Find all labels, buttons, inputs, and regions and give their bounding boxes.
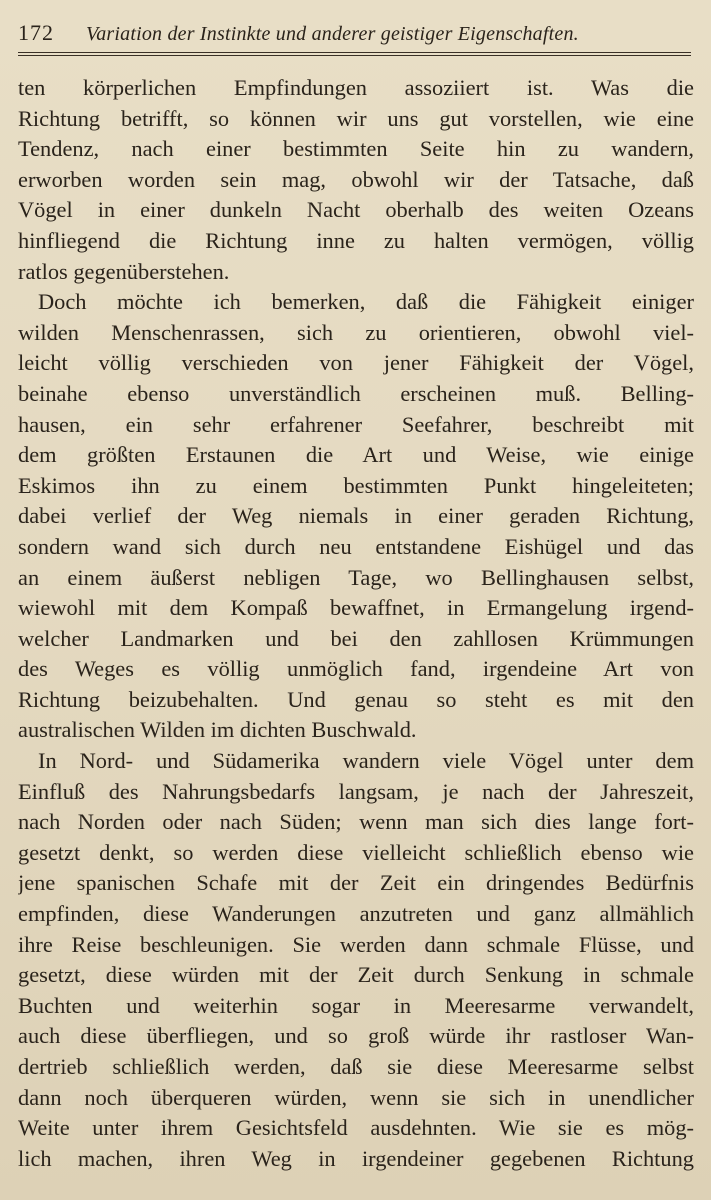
text-line: wiewohl mit dem Kompaß bewaffnet, in Ermangelung irgend- [18,595,694,621]
text-line: Richtung betrifft, so können wir uns gut vorstellen, wie eine [18,105,694,131]
paragraph-1 [18,73,694,287]
text-line: beinahe ebenso unverständlich erscheinen muß. Belling- [18,380,694,406]
text-line: Vögel in einer dunkeln Nacht oberhalb des weiten Ozeans [18,197,694,223]
running-title: Variation der Instinkte und anderer geistiger Eigenschaften. [86,23,579,45]
text-line: ten körperlichen Empfindungen assoziiert ist. Was die [18,75,694,100]
paragraph-2 [18,287,694,746]
text-line: wilden Menschenrassen, sich zu orientieren, obwohl viel- [18,319,694,345]
text-line: gesetzt, diese würden mit der Zeit durch Senkung in schmale [18,962,694,988]
text-line: ratlos gegenüberstehen. [18,258,230,284]
text-line: sondern wand sich durch neu entstandene Eishügel und das [18,533,694,559]
text-line: jene spanischen Schafe mit der Zeit ein dringendes Bedürfnis [18,870,694,896]
text-line: dertrieb schließlich werden, daß sie diese Meeresarme selbst [18,1054,694,1079]
text-line: des Weges es völlig unmöglich fand, irgendeine Art von [18,656,694,682]
text-line: Einfluß des Nahrungsbedarfs langsam, je nach der Jahreszeit, [18,778,694,804]
header-rule [18,52,691,56]
body-text [18,73,694,1174]
text-line: Buchten und weiterhin sogar in Meeresarme verwandelt, [18,992,694,1018]
text-line: an einem äußerst nebligen Tage, wo Bellinghausen selbst, [18,564,694,590]
text-line: nach Norden oder nach Süden; wenn man sich dies lange fort- [18,809,694,835]
page-header [18,20,690,50]
text-line: hausen, ein sehr erfahrener Seefahrer, beschreibt mit [18,411,694,437]
page-number: 172 [18,20,54,45]
text-line: ihre Reise beschleunigen. Sie werden dann schmale Flüsse, und [18,931,694,957]
text-line: lich machen, ihren Weg in irgendeiner gegebenen Richtung [18,1145,694,1171]
text-line: dann noch überqueren würden, wenn sie sich in unendlicher [18,1084,694,1110]
text-line: australischen Wilden im dichten Buschwald. [18,717,417,743]
text-line: welcher Landmarken und bei den zahllosen Krümmungen [18,625,694,651]
text-line: Doch möchte ich bemerken, daß die Fähigkeit einiger [38,289,694,315]
text-line: hinfliegend die Richtung inne zu halten vermögen, völlig [18,227,694,253]
text-line: auch diese überfliegen, und so groß würde ihr rastloser Wan- [18,1023,694,1049]
text-line: Tendenz, nach einer bestimmten Seite hin zu wandern, [18,136,694,162]
text-line: Richtung beizubehalten. Und genau so steht es mit den [18,686,694,712]
text-line: gesetzt denkt, so werden diese vielleicht schließlich ebenso wie [18,839,694,865]
text-line: empfinden, diese Wanderungen anzutreten und ganz allmählich [18,901,694,927]
text-line: dem größten Erstaunen die Art und Weise, wie einige [18,442,694,468]
text-line: leicht völlig verschieden von jener Fähigkeit der Vögel, [18,350,694,376]
text-line: dabei verlief der Weg niemals in einer geraden Richtung, [18,503,694,529]
text-line: Eskimos ihn zu einem bestimmten Punkt hingeleiteten; [18,472,694,498]
text-line: In Nord- und Südamerika wandern viele Vögel unter dem [38,748,694,774]
text-line: erworben worden sein mag, obwohl wir der Tatsache, daß [18,166,694,192]
paragraph-3 [18,746,694,1174]
text-line: Weite unter ihrem Gesichtsfeld ausdehnten. Wie sie es mög- [18,1115,694,1141]
